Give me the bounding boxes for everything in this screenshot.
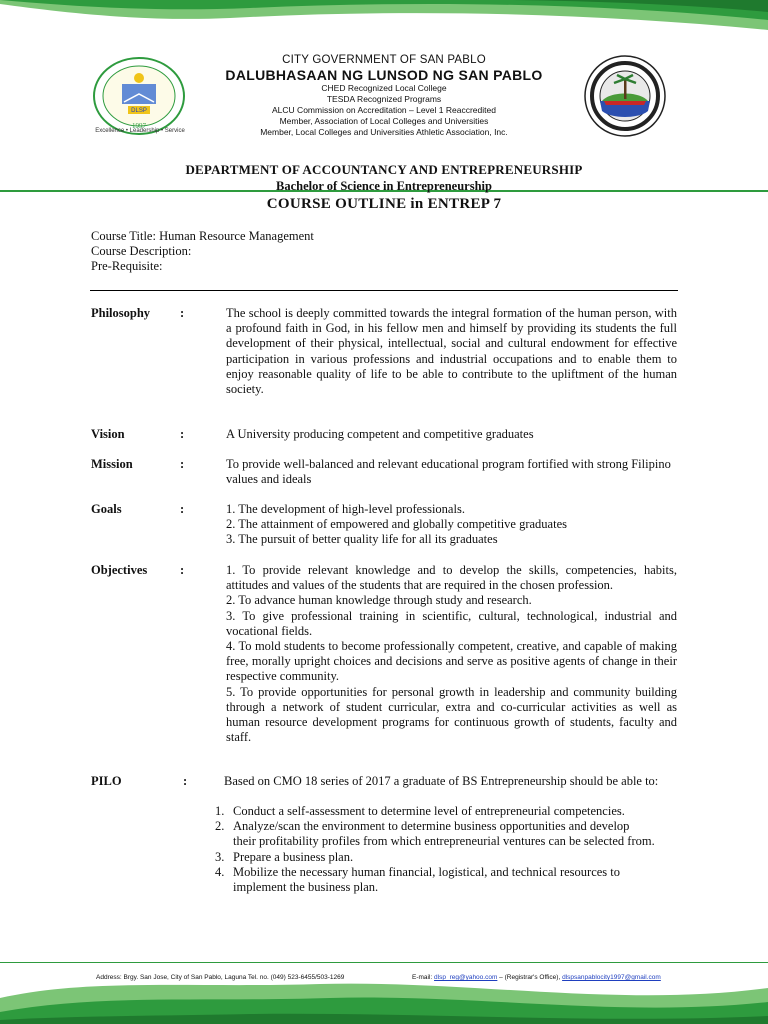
ched-line: CHED Recognized Local College (321, 83, 447, 93)
email-label: E-mail: (412, 974, 433, 981)
vision-label: Vision (91, 427, 125, 441)
seal-year-text: 1997 (132, 122, 146, 130)
vision-text: A University producing competent and competitive graduates (226, 427, 534, 441)
college-name: DALUBHASAAN NG LUNSOD NG SAN PABLO (225, 67, 543, 83)
course-info-divider (90, 290, 678, 291)
goals-label: Goals (91, 502, 122, 516)
course-prerequisite: Pre-Requisite: (91, 259, 163, 273)
registrar-note: – (Registrar's Office), (497, 974, 561, 981)
objective-item: 3. To give professional training in scientific, cultural, technological, industrial and vocational fields. (226, 608, 677, 638)
pilo-item-text: Mobilize the necessary human financial, logistical, and technical resources to implement the business plan. (233, 864, 621, 895)
pilo-label: PILO (91, 774, 122, 788)
course-description: Course Description: (91, 244, 192, 258)
philosophy-text: The school is deeply committed towards the integral formation of the human person, with a profound faith in God, in his fellow men and himself by providing its students the full development of their physical, intellectual, social and cultural endowment for effective participation in various professions and industrial occupations and to enable them to enjoy reasonable quality of life to be able to contribute to the upliftment of the human society. (226, 306, 677, 397)
city-government-line: CITY GOVERNMENT OF SAN PABLO (282, 54, 486, 66)
seal-dlsp-text: DLSP (131, 108, 147, 114)
pilo-item-number: 3. (215, 849, 225, 864)
pilo-item (215, 804, 655, 819)
pilo-item-text: Conduct a self-assessment to determine level of entrepreneurial competencies. (233, 804, 625, 818)
course-title: Course Title: Human Resource Management (91, 229, 314, 243)
objective-item: 1. To provide relevant knowledge and to develop the skills, competencies, habits, attitudes and values of the students that are required in the chosen profession. (226, 563, 677, 593)
pilo-item (215, 865, 655, 895)
vision-colon: : (180, 427, 185, 441)
pilo-item (215, 850, 655, 865)
college-motto: Excellence • Leadership • Service (95, 128, 185, 134)
pilo-colon: : (183, 774, 188, 788)
pilo-item-text: Prepare a business plan. (233, 849, 354, 864)
pilo-intro: Based on CMO 18 series of 2017 a graduate of BS Entrepreneurship should be able to: (224, 774, 659, 788)
city-of-san-pablo-seal-icon (584, 55, 666, 137)
tesda-line: TESDA Recognized Programs (326, 94, 442, 104)
objectives-colon: : (180, 563, 185, 577)
mission-label: Mission (91, 457, 133, 471)
program-name: Bachelor of Science in Entrepreneurship (276, 179, 492, 193)
course-outline-title: COURSE OUTLINE in ENTREP 7 (266, 196, 502, 212)
letterhead (0, 50, 768, 150)
mission-colon: : (180, 457, 185, 471)
objectives-label: Objectives (91, 563, 148, 577)
pilo-item-number: 4. (215, 864, 225, 879)
objective-item: 2. To advance human knowledge through study and research. (226, 593, 532, 608)
course-info (91, 229, 314, 274)
goal-item: 3. The pursuit of better quality life for all its graduates (226, 532, 498, 547)
pilo-list (215, 804, 655, 895)
pilo-item-text: Analyze/scan the environment to determine business opportunities and develop their profitability profiles from which entrepreneurial ventures can be selected from. (233, 819, 655, 849)
objective-item: 5. To provide opportunities for personal growth in leadership and community building through a network of student curricular, extra and co-curricular activities as well as human resource development programs for continuous growth of students, faculty and staff. (226, 684, 677, 745)
pilo-item-number: 1. (215, 804, 225, 818)
bottom-green-wave (0, 958, 768, 1024)
registrar-email-link[interactable]: dlsp_reg@yahoo.com (434, 974, 498, 981)
member-lcuaa-line: Member, Local Colleges and Universities Athletic Association, Inc. (260, 127, 508, 137)
mission-text: To provide well-balanced and relevant educational program fortified with strong Filipino values and ideals (226, 457, 671, 487)
dlsp-college-seal-icon (92, 56, 186, 136)
philosophy-label: Philosophy (91, 306, 151, 320)
department-name: DEPARTMENT OF ACCOUNTANCY AND ENTREPRENEURSHIP (185, 162, 583, 177)
letterhead-text (200, 54, 568, 138)
top-green-wave (0, 0, 768, 48)
goal-item: 1. The development of high-level professionals. (226, 502, 465, 516)
philosophy-colon: : (180, 306, 185, 320)
document-title-block (0, 162, 768, 213)
goals-colon: : (180, 502, 185, 516)
pilo-item-number: 2. (215, 819, 225, 834)
alcu-line: ALCU Commission on Accreditation – Level 1 Reaccredited (272, 105, 496, 115)
member-alcu-line: Member, Association of Local Colleges and Universities (279, 116, 489, 126)
college-email-link[interactable]: dlspsanpablocity1997@gmail.com (562, 974, 661, 981)
pilo-item (215, 819, 655, 849)
footer-address: Address: Brgy. San Jose, City of San Pablo, Laguna Tel. no. (049) 523-6455/503-1269 (96, 974, 345, 981)
goal-item: 2. The attainment of empowered and globally competitive graduates (226, 517, 567, 532)
objective-item: 4. To mold students to become professionally competent, creative, and capable of making free, morally upright choices and decisions and serve as positive agents of change in their respective community. (226, 639, 677, 684)
